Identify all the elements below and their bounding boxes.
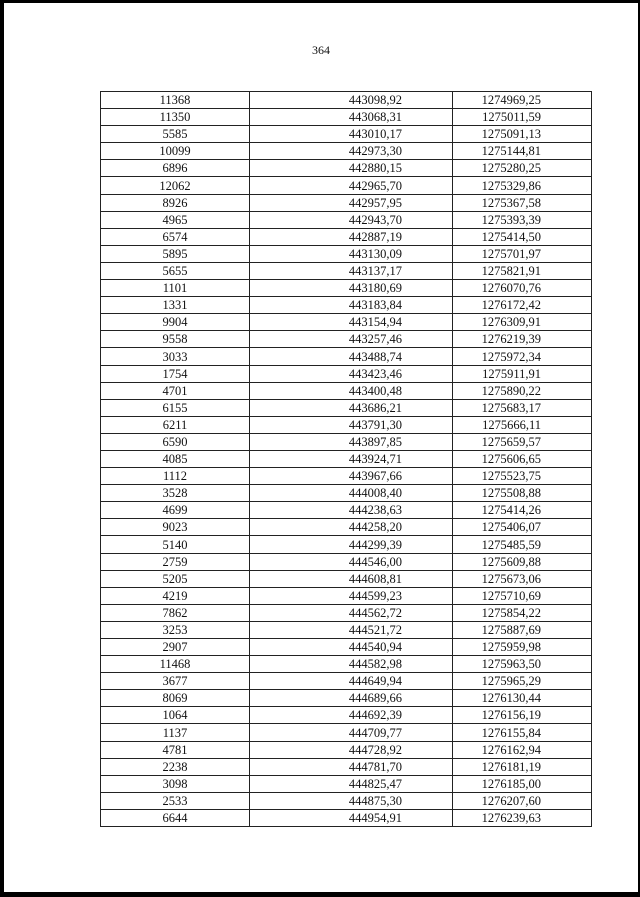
point-number-cell: 1137 <box>101 724 250 741</box>
table-row <box>101 724 592 741</box>
x-coordinate-cell: 443488,74 <box>250 348 453 365</box>
table-row <box>101 536 592 553</box>
table-row <box>101 639 592 656</box>
point-number-cell: 5895 <box>101 245 250 262</box>
point-number-cell: 1754 <box>101 365 250 382</box>
point-number-cell: 7862 <box>101 604 250 621</box>
x-coordinate-cell: 443154,94 <box>250 314 453 331</box>
y-coordinate-cell: 1276162,94 <box>453 741 592 758</box>
y-coordinate-cell: 1275972,34 <box>453 348 592 365</box>
table-row <box>101 485 592 502</box>
table-row <box>101 792 592 809</box>
point-number-cell: 2907 <box>101 639 250 656</box>
y-coordinate-cell: 1275659,57 <box>453 433 592 450</box>
y-coordinate-cell: 1275011,59 <box>453 109 592 126</box>
point-number-cell: 3098 <box>101 775 250 792</box>
x-coordinate-cell: 444599,23 <box>250 587 453 604</box>
y-coordinate-cell: 1275854,22 <box>453 604 592 621</box>
y-coordinate-cell: 1275091,13 <box>453 126 592 143</box>
y-coordinate-cell: 1275393,39 <box>453 211 592 228</box>
y-coordinate-cell: 1275965,29 <box>453 673 592 690</box>
y-coordinate-cell: 1275959,98 <box>453 639 592 656</box>
y-coordinate-cell: 1275606,65 <box>453 450 592 467</box>
table-row <box>101 775 592 792</box>
table-row <box>101 621 592 638</box>
x-coordinate-cell: 442957,95 <box>250 194 453 211</box>
y-coordinate-cell: 1275609,88 <box>453 553 592 570</box>
y-coordinate-cell: 1275523,75 <box>453 468 592 485</box>
y-coordinate-cell: 1275414,26 <box>453 502 592 519</box>
x-coordinate-cell: 443180,69 <box>250 280 453 297</box>
table-row <box>101 587 592 604</box>
x-coordinate-cell: 444521,72 <box>250 621 453 638</box>
x-coordinate-cell: 442943,70 <box>250 211 453 228</box>
x-coordinate-cell: 443068,31 <box>250 109 453 126</box>
table-row <box>101 809 592 826</box>
point-number-cell: 9558 <box>101 331 250 348</box>
table-row <box>101 604 592 621</box>
y-coordinate-cell: 1274969,25 <box>453 92 592 109</box>
x-coordinate-cell: 442965,70 <box>250 177 453 194</box>
y-coordinate-cell: 1275673,06 <box>453 570 592 587</box>
coordinates-table-body <box>101 92 592 827</box>
x-coordinate-cell: 444689,66 <box>250 690 453 707</box>
x-coordinate-cell: 443967,66 <box>250 468 453 485</box>
point-number-cell: 1064 <box>101 707 250 724</box>
table-row <box>101 228 592 245</box>
table-row <box>101 707 592 724</box>
table-row <box>101 194 592 211</box>
x-coordinate-cell: 443400,48 <box>250 382 453 399</box>
point-number-cell: 4219 <box>101 587 250 604</box>
table-row <box>101 758 592 775</box>
y-coordinate-cell: 1275683,17 <box>453 399 592 416</box>
point-number-cell: 9023 <box>101 519 250 536</box>
point-number-cell: 6574 <box>101 228 250 245</box>
point-number-cell: 10099 <box>101 143 250 160</box>
table-row <box>101 450 592 467</box>
x-coordinate-cell: 443423,46 <box>250 365 453 382</box>
y-coordinate-cell: 1276239,63 <box>453 809 592 826</box>
x-coordinate-cell: 444258,20 <box>250 519 453 536</box>
x-coordinate-cell: 443897,85 <box>250 433 453 450</box>
y-coordinate-cell: 1276130,44 <box>453 690 592 707</box>
y-coordinate-cell: 1276181,19 <box>453 758 592 775</box>
point-number-cell: 1112 <box>101 468 250 485</box>
point-number-cell: 5655 <box>101 262 250 279</box>
x-coordinate-cell: 442880,15 <box>250 160 453 177</box>
table-row <box>101 160 592 177</box>
point-number-cell: 11368 <box>101 92 250 109</box>
point-number-cell: 12062 <box>101 177 250 194</box>
table-row <box>101 553 592 570</box>
point-number-cell: 4781 <box>101 741 250 758</box>
x-coordinate-cell: 444649,94 <box>250 673 453 690</box>
point-number-cell: 3033 <box>101 348 250 365</box>
y-coordinate-cell: 1276070,76 <box>453 280 592 297</box>
point-number-cell: 2759 <box>101 553 250 570</box>
x-coordinate-cell: 444546,00 <box>250 553 453 570</box>
x-coordinate-cell: 442887,19 <box>250 228 453 245</box>
table-row <box>101 348 592 365</box>
table-row <box>101 570 592 587</box>
point-number-cell: 4085 <box>101 450 250 467</box>
table-row <box>101 416 592 433</box>
point-number-cell: 2238 <box>101 758 250 775</box>
x-coordinate-cell: 443010,17 <box>250 126 453 143</box>
y-coordinate-cell: 1275144,81 <box>453 143 592 160</box>
x-coordinate-cell: 444875,30 <box>250 792 453 809</box>
x-coordinate-cell: 443098,92 <box>250 92 453 109</box>
table-row <box>101 433 592 450</box>
document-page <box>4 3 638 892</box>
x-coordinate-cell: 444562,72 <box>250 604 453 621</box>
y-coordinate-cell: 1276309,91 <box>453 314 592 331</box>
y-coordinate-cell: 1275485,59 <box>453 536 592 553</box>
table-row <box>101 314 592 331</box>
point-number-cell: 4965 <box>101 211 250 228</box>
y-coordinate-cell: 1276207,60 <box>453 792 592 809</box>
x-coordinate-cell: 443791,30 <box>250 416 453 433</box>
x-coordinate-cell: 444692,39 <box>250 707 453 724</box>
table-row <box>101 399 592 416</box>
x-coordinate-cell: 444582,98 <box>250 656 453 673</box>
y-coordinate-cell: 1275710,69 <box>453 587 592 604</box>
point-number-cell: 8069 <box>101 690 250 707</box>
table-row <box>101 280 592 297</box>
x-coordinate-cell: 443686,21 <box>250 399 453 416</box>
table-row <box>101 382 592 399</box>
y-coordinate-cell: 1275821,91 <box>453 262 592 279</box>
table-row <box>101 143 592 160</box>
y-coordinate-cell: 1276172,42 <box>453 297 592 314</box>
point-number-cell: 6896 <box>101 160 250 177</box>
y-coordinate-cell: 1275280,25 <box>453 160 592 177</box>
point-number-cell: 6590 <box>101 433 250 450</box>
y-coordinate-cell: 1275406,07 <box>453 519 592 536</box>
x-coordinate-cell: 444954,91 <box>250 809 453 826</box>
x-coordinate-cell: 444728,92 <box>250 741 453 758</box>
y-coordinate-cell: 1275367,58 <box>453 194 592 211</box>
y-coordinate-cell: 1275911,91 <box>453 365 592 382</box>
table-row <box>101 690 592 707</box>
point-number-cell: 11350 <box>101 109 250 126</box>
y-coordinate-cell: 1275701,97 <box>453 245 592 262</box>
point-number-cell: 6644 <box>101 809 250 826</box>
x-coordinate-cell: 443924,71 <box>250 450 453 467</box>
table-row <box>101 365 592 382</box>
table-row <box>101 126 592 143</box>
table-row <box>101 519 592 536</box>
x-coordinate-cell: 444540,94 <box>250 639 453 656</box>
point-number-cell: 3528 <box>101 485 250 502</box>
x-coordinate-cell: 443130,09 <box>250 245 453 262</box>
point-number-cell: 3677 <box>101 673 250 690</box>
y-coordinate-cell: 1276155,84 <box>453 724 592 741</box>
y-coordinate-cell: 1275329,86 <box>453 177 592 194</box>
table-row <box>101 468 592 485</box>
point-number-cell: 4701 <box>101 382 250 399</box>
table-row <box>101 656 592 673</box>
y-coordinate-cell: 1275666,11 <box>453 416 592 433</box>
x-coordinate-cell: 444781,70 <box>250 758 453 775</box>
y-coordinate-cell: 1275508,88 <box>453 485 592 502</box>
point-number-cell: 4699 <box>101 502 250 519</box>
x-coordinate-cell: 443137,17 <box>250 262 453 279</box>
point-number-cell: 2533 <box>101 792 250 809</box>
table-row <box>101 262 592 279</box>
point-number-cell: 8926 <box>101 194 250 211</box>
x-coordinate-cell: 444825,47 <box>250 775 453 792</box>
table-row <box>101 177 592 194</box>
point-number-cell: 5585 <box>101 126 250 143</box>
x-coordinate-cell: 444299,39 <box>250 536 453 553</box>
y-coordinate-cell: 1276156,19 <box>453 707 592 724</box>
point-number-cell: 9904 <box>101 314 250 331</box>
x-coordinate-cell: 443257,46 <box>250 331 453 348</box>
table-row <box>101 673 592 690</box>
table-row <box>101 741 592 758</box>
point-number-cell: 5140 <box>101 536 250 553</box>
table-row <box>101 331 592 348</box>
point-number-cell: 1331 <box>101 297 250 314</box>
x-coordinate-cell: 444608,81 <box>250 570 453 587</box>
table-row <box>101 92 592 109</box>
x-coordinate-cell: 444709,77 <box>250 724 453 741</box>
point-number-cell: 6211 <box>101 416 250 433</box>
page-number: 364 <box>312 43 330 57</box>
y-coordinate-cell: 1275887,69 <box>453 621 592 638</box>
point-number-cell: 5205 <box>101 570 250 587</box>
x-coordinate-cell: 444008,40 <box>250 485 453 502</box>
table-row <box>101 211 592 228</box>
table-row <box>101 502 592 519</box>
y-coordinate-cell: 1275890,22 <box>453 382 592 399</box>
x-coordinate-cell: 442973,30 <box>250 143 453 160</box>
y-coordinate-cell: 1275963,50 <box>453 656 592 673</box>
point-number-cell: 1101 <box>101 280 250 297</box>
table-row <box>101 109 592 126</box>
point-number-cell: 6155 <box>101 399 250 416</box>
y-coordinate-cell: 1276219,39 <box>453 331 592 348</box>
coordinates-table <box>100 91 592 827</box>
x-coordinate-cell: 443183,84 <box>250 297 453 314</box>
table-row <box>101 297 592 314</box>
table-row <box>101 245 592 262</box>
x-coordinate-cell: 444238,63 <box>250 502 453 519</box>
point-number-cell: 11468 <box>101 656 250 673</box>
y-coordinate-cell: 1276185,00 <box>453 775 592 792</box>
y-coordinate-cell: 1275414,50 <box>453 228 592 245</box>
point-number-cell: 3253 <box>101 621 250 638</box>
